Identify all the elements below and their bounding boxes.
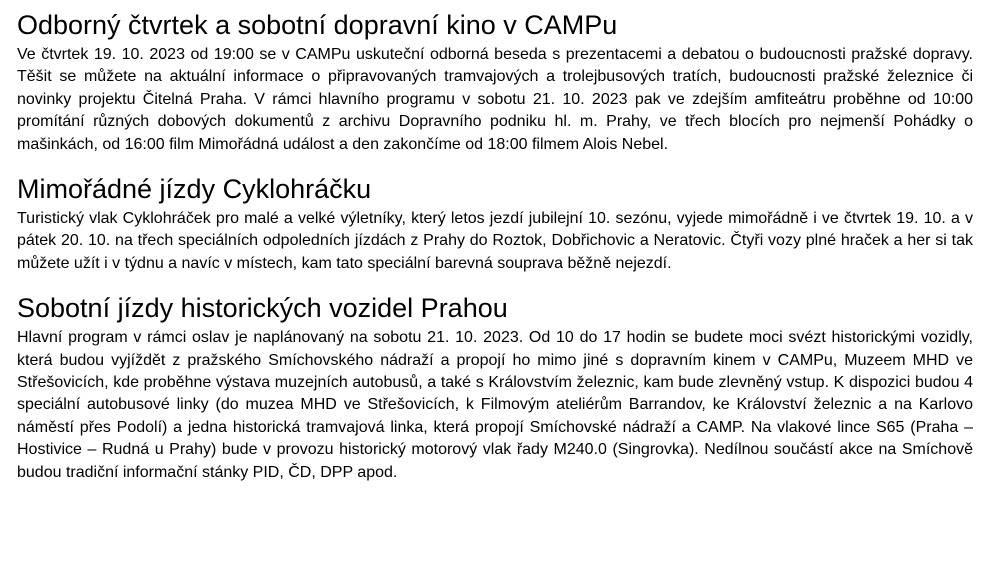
section-historic-vehicles bbox=[17, 291, 973, 484]
section-heading: Odborný čtvrtek a sobotní dopravní kino v CAMPu bbox=[17, 10, 618, 40]
section-cyklohracek bbox=[17, 172, 973, 275]
section-body: Turistický vlak Cyklohráček pro malé a velké výletníky, který letos jezdí jubilejní 10. sezónu, vyjede mimořádně i ve čtvrtek 19. 10. a v pátek 20. 10. na třech speciálních odpoledních jízdách z Prahy do Roztok, Dobřichovic a Neratovic. Čtyři vozy plné hraček a her si tak můžete užít i v týdnu a navíc v místech, kam tato speciální barevná souprava běžně nejezdí. bbox=[17, 210, 973, 272]
section-body: Hlavní program v rámci oslav je naplánovaný na sobotu 21. 10. 2023. Od 10 do 17 hodin se budete moci svézt historickými vozidly, která budou vyjíždět z pražského Smíchovského nádraží a propojí ho mimo jiné s dopravním kinem v CAMPu, Muzeem MHD ve Střešovicích, kde proběhne výstava muzejních autobusů, a také s Královstvím železnic, kam bude zlevněný vstup. K dispozici budou 4 speciální autobusové linky (do muzea MHD ve Střešovicích, k Filmovým ateliérům Barrandov, ke Království železnic a na Karlovo náměstí přes Podolí) a jedna historická tramvajová linka, která propojí Smíchovské nádraží a CAMP. Na vlakové lince S65 (Praha – Hostivice – Rudná u Prahy) bude v provozu historický motorový vlak řady M240.0 (Singrovka). Nedílnou součástí akce na Smíchově budou tradiční informační stánky PID, ČD, DPP apod. bbox=[17, 329, 973, 481]
section-body: Ve čtvrtek 19. 10. 2023 od 19:00 se v CAMPu uskuteční odborná beseda s prezentacemi a debatou o budoucnosti pražské dopravy. Těšit se můžete na aktuální informace o připravovaných tramvajových a trolejbusových tratích, budoucnosti pražské železnice či novinky projektu Čitelná Praha. V rámci hlavního programu v sobotu 21. 10. 2023 pak ve zdejším amfiteátru proběhne od 10:00 promítání různých dobových dokumentů z archivu Dopravního podniku hl. m. Prahy, ve třech blocích pro nejmenší Pohádky o mašinkách, od 16:00 film Mimořádná událost a den zakončíme od 18:00 filmem Alois Nebel. bbox=[17, 46, 973, 153]
section-expert-thursday bbox=[17, 8, 973, 156]
section-heading: Mimořádné jízdy Cyklohráčku bbox=[17, 174, 372, 205]
section-heading: Sobotní jízdy historických vozidel Prahou bbox=[17, 293, 508, 324]
